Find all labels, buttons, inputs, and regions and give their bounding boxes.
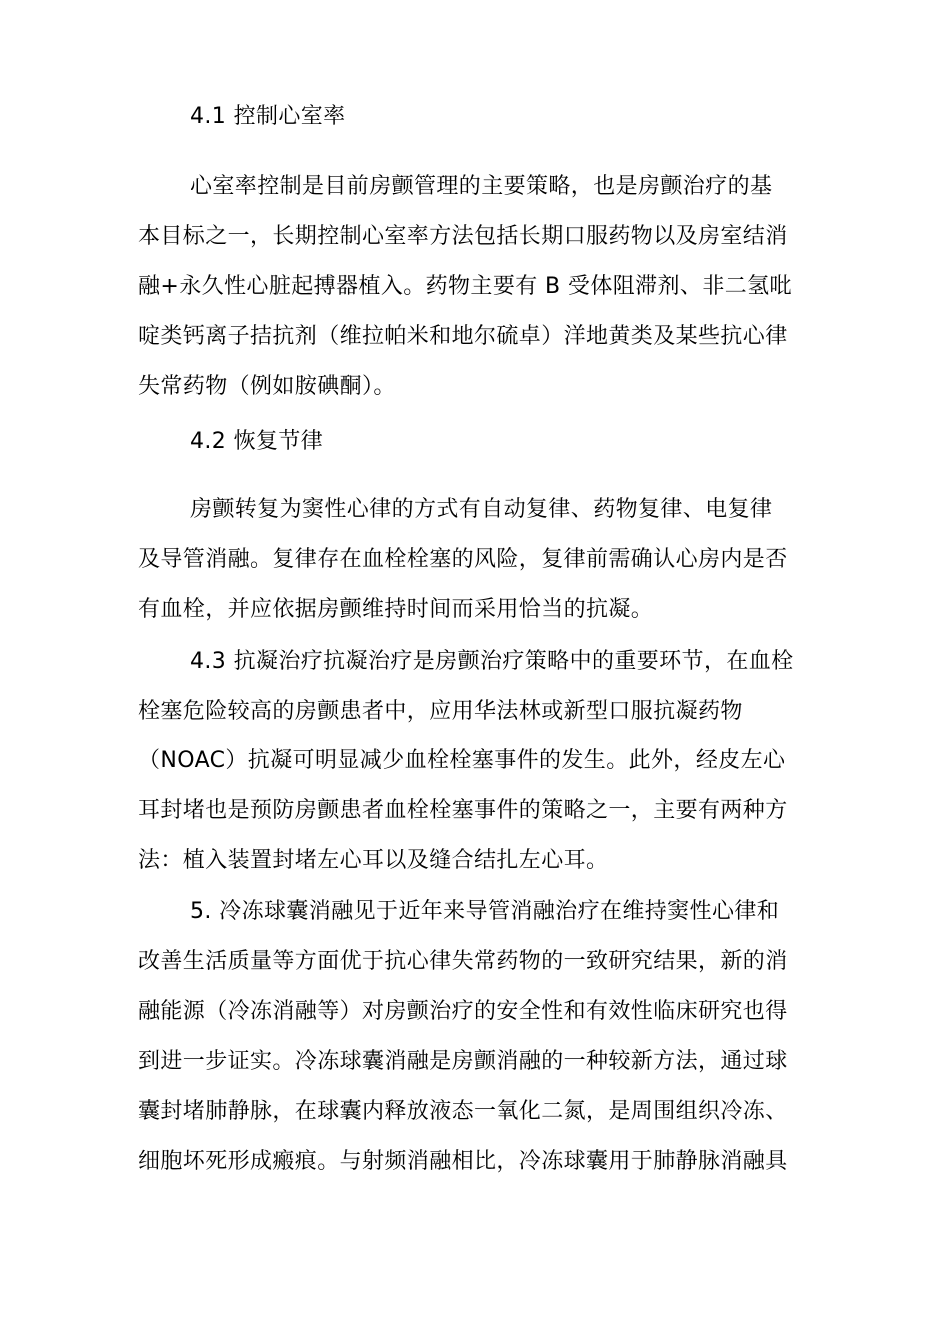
paragraph-line: 4.3 抗凝治疗抗凝治疗是房颤治疗策略中的重要环节，在血栓 [190, 649, 794, 674]
paragraph-line: 及导管消融。复律存在血栓栓塞的风险，复律前需确认心房内是否 [138, 547, 788, 572]
paragraph-line: 啶类钙离子拮抗剂（维拉帕米和地尔硫卓）洋地黄类及某些抗心律 [138, 324, 788, 349]
paragraph-line: 囊封堵肺静脉，在球囊内释放液态一氧化二氮，是周围组织冷冻、 [138, 1099, 788, 1124]
paragraph-line: 栓塞危险较高的房颤患者中，应用华法林或新型口服抗凝药物 [138, 699, 743, 724]
paragraph-line: （NOAC）抗凝可明显减少血栓栓塞事件的发生。此外，经皮左心 [138, 748, 786, 773]
section-heading-4-1: 4.1 控制心室率 [190, 104, 346, 129]
paragraph-line: 融能源（冷冻消融等）对房颤治疗的安全性和有效性临床研究也得 [138, 999, 788, 1024]
paragraph-line: 5. 冷冻球囊消融见于近年来导管消融治疗在维持窦性心律和 [190, 899, 780, 924]
section-heading-4-2: 4.2 恢复节律 [190, 429, 324, 454]
paragraph-line: 耳封堵也是预防房颤患者血栓栓塞事件的策略之一，主要有两种方 [138, 798, 788, 823]
paragraph-line: 改善生活质量等方面优于抗心律失常药物的一致研究结果，新的消 [138, 949, 788, 974]
paragraph-line: 房颤转复为窦性心律的方式有自动复律、药物复律、电复律 [190, 497, 773, 522]
paragraph-line: 细胞坏死形成瘢痕。与射频消融相比，冷冻球囊用于肺静脉消融具 [138, 1149, 788, 1174]
paragraph-line: 本目标之一，长期控制心室率方法包括长期口服药物以及房室结消 [138, 224, 788, 249]
paragraph-line: 法：植入装置封堵左心耳以及缝合结扎左心耳。 [138, 848, 609, 873]
paragraph-line: 失常药物（例如胺碘酮）。 [138, 374, 396, 399]
paragraph-line: 到进一步证实。冷冻球囊消融是房颤消融的一种较新方法，通过球 [138, 1049, 788, 1074]
paragraph-line: 心室率控制是目前房颤管理的主要策略，也是房颤治疗的基 [190, 174, 773, 199]
paragraph-line: 有血栓，并应依据房颤维持时间而采用恰当的抗凝。 [138, 597, 654, 622]
paragraph-line: 融+永久性心脏起搏器植入。药物主要有 B 受体阻滞剂、非二氢吡 [138, 274, 792, 299]
